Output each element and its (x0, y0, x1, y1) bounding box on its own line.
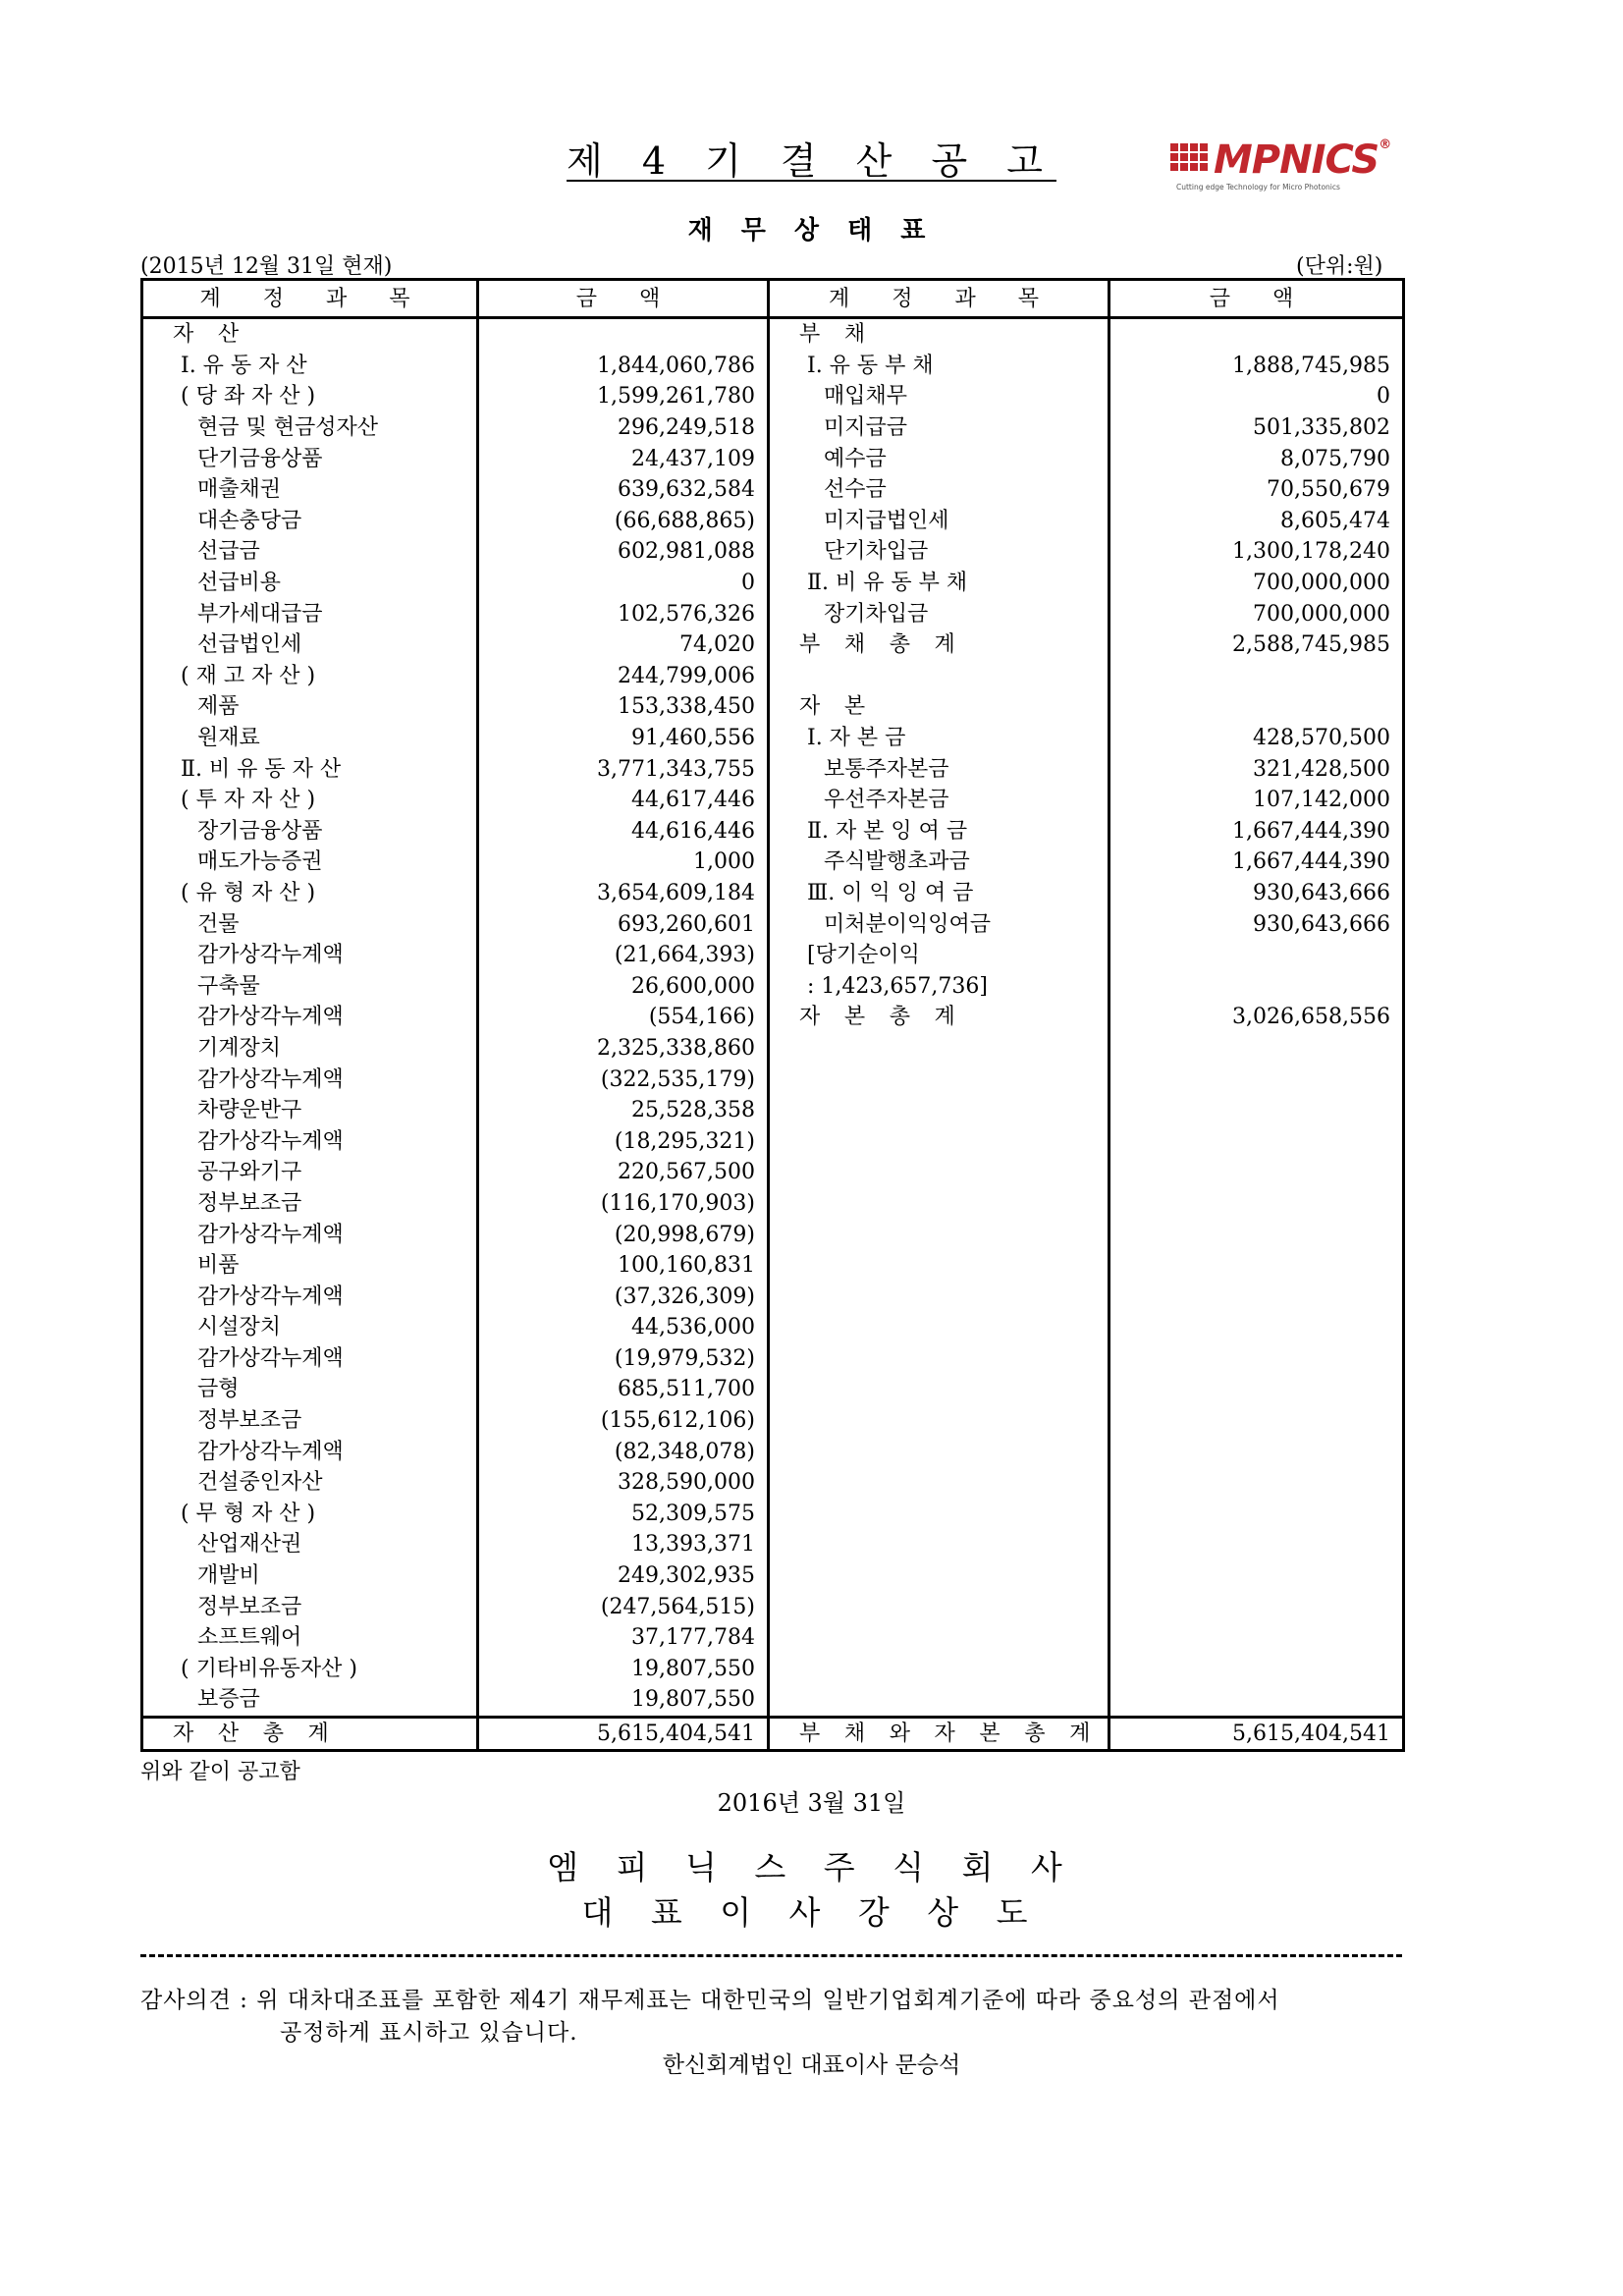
liability-equity-amount: 700,000,000 (1109, 598, 1404, 629)
liability-equity-account-label (769, 1281, 1109, 1312)
table-row (142, 1684, 1404, 1717)
table-row (142, 443, 1404, 474)
asset-amount: 0 (478, 568, 769, 599)
liability-equity-amount (1109, 970, 1404, 1002)
asset-account-label: 감가상각누계액 (142, 1343, 478, 1375)
asset-amount: 153,338,450 (478, 691, 769, 723)
asset-amount: 220,567,500 (478, 1157, 769, 1188)
table-row (142, 691, 1404, 723)
asset-amount: (554,166) (478, 1002, 769, 1033)
asset-amount: 74,020 (478, 629, 769, 661)
liability-equity-amount (1109, 1374, 1404, 1405)
liability-equity-amount: 2,588,745,985 (1109, 629, 1404, 661)
table-row (142, 1002, 1404, 1033)
assets-total-label: 자 산 총 계 (142, 1717, 478, 1750)
asset-amount: 693,260,601 (478, 908, 769, 940)
liability-equity-account-label: 우선주자본금 (769, 785, 1109, 816)
table-row (142, 940, 1404, 971)
table-row (142, 878, 1404, 909)
asset-amount: (18,295,321) (478, 1125, 769, 1157)
liability-equity-account-label (769, 1374, 1109, 1405)
table-row (142, 970, 1404, 1002)
totals-row (142, 1717, 1404, 1750)
table-row (142, 1157, 1404, 1188)
table-row (142, 723, 1404, 754)
column-header: 계 정 과 목 (769, 280, 1109, 318)
liability-equity-amount: 1,300,178,240 (1109, 536, 1404, 568)
table-row (142, 629, 1404, 661)
liability-equity-account-label: 자 본 (769, 691, 1109, 723)
liability-equity-amount (1109, 1560, 1404, 1592)
table-row (142, 412, 1404, 444)
currency-unit: (단위:원) (1296, 254, 1383, 279)
table-row (142, 1436, 1404, 1467)
audit-opinion-line2: 공정하게 표시하고 있습니다. (280, 2020, 578, 2046)
table-row (142, 1312, 1404, 1343)
divider (140, 1954, 1402, 1957)
asset-amount: (82,348,078) (478, 1436, 769, 1467)
liability-equity-account-label (769, 1125, 1109, 1157)
asset-amount: 44,617,446 (478, 785, 769, 816)
table-row (142, 474, 1404, 506)
liability-equity-account-label: 단기차입금 (769, 536, 1109, 568)
table-row (142, 1281, 1404, 1312)
liability-equity-amount (1109, 1064, 1404, 1095)
page-title: 제 4 기 결 산 공 고 (567, 139, 1056, 183)
liability-equity-account-label: 자 본 총 계 (769, 1002, 1109, 1033)
asset-amount: 1,599,261,780 (478, 381, 769, 412)
asset-account-label: ( 당 좌 자 산 ) (142, 381, 478, 412)
liability-equity-account-label: 매입채무 (769, 381, 1109, 412)
asset-account-label: 개발비 (142, 1560, 478, 1592)
table-row (142, 847, 1404, 878)
table-row (142, 753, 1404, 785)
liability-equity-account-label: 미지급법인세 (769, 506, 1109, 537)
asset-amount: (116,170,903) (478, 1188, 769, 1220)
liability-equity-account-label: 선수금 (769, 474, 1109, 506)
announcement-note: 위와 같이 공고함 (140, 1760, 300, 1784)
liability-equity-amount (1109, 1157, 1404, 1188)
liability-equity-account-label (769, 1529, 1109, 1560)
asset-account-label: 소프트웨어 (142, 1622, 478, 1654)
liability-equity-amount (1109, 940, 1404, 971)
asset-amount: (19,979,532) (478, 1343, 769, 1375)
table-row (142, 1591, 1404, 1622)
auditor-name: 한신회계법인 대표이사 문승석 (662, 2052, 961, 2078)
table-row (142, 1064, 1404, 1095)
asset-amount: 3,771,343,755 (478, 753, 769, 785)
asset-account-label: 금형 (142, 1374, 478, 1405)
liability-equity-account-label (769, 1560, 1109, 1592)
liability-equity-amount (1109, 1499, 1404, 1530)
asset-account-label: 공구와기구 (142, 1157, 478, 1188)
asset-account-label: 매도가능증권 (142, 847, 478, 878)
liability-equity-account-label (769, 1188, 1109, 1220)
asset-account-label: 보증금 (142, 1684, 478, 1717)
table-row (142, 1654, 1404, 1685)
liability-equity-amount: 70,550,679 (1109, 474, 1404, 506)
asset-amount: 249,302,935 (478, 1560, 769, 1592)
asset-amount: 3,654,609,184 (478, 878, 769, 909)
asset-amount: (155,612,106) (478, 1405, 769, 1437)
liability-equity-amount: 1,667,444,390 (1109, 816, 1404, 847)
liability-equity-amount (1109, 691, 1404, 723)
liability-equity-account-label: 부 채 총 계 (769, 629, 1109, 661)
liability-equity-account-label (769, 1684, 1109, 1717)
liability-equity-account-label: Ⅱ. 자 본 잉 여 금 (769, 816, 1109, 847)
liability-equity-amount (1109, 1095, 1404, 1126)
liability-equity-amount (1109, 1591, 1404, 1622)
company-name: 엠 피 닉 스 주 식 회 사 (547, 1848, 1076, 1886)
liability-equity-amount (1109, 1529, 1404, 1560)
liability-equity-amount: 321,428,500 (1109, 753, 1404, 785)
liability-equity-amount (1109, 1654, 1404, 1685)
liability-equity-amount: 3,026,658,556 (1109, 1002, 1404, 1033)
asset-account-label: 정부보조금 (142, 1591, 478, 1622)
table-row (142, 381, 1404, 412)
liability-equity-account-label: 장기차입금 (769, 598, 1109, 629)
asset-amount: 37,177,784 (478, 1622, 769, 1654)
table-row (142, 506, 1404, 537)
liability-equity-amount: 1,888,745,985 (1109, 351, 1404, 382)
liability-equity-amount: 0 (1109, 381, 1404, 412)
liability-equity-account-label (769, 1033, 1109, 1065)
asset-amount: 296,249,518 (478, 412, 769, 444)
asset-amount: (322,535,179) (478, 1064, 769, 1095)
balance-sheet-table (140, 278, 1405, 1752)
table-row (142, 1499, 1404, 1530)
liability-equity-account-label: Ⅰ. 유 동 부 채 (769, 351, 1109, 382)
asset-amount: 26,600,000 (478, 970, 769, 1002)
logo-tagline: Cutting edge Technology for Micro Photonics (1176, 183, 1340, 191)
liability-equity-amount: 930,643,666 (1109, 908, 1404, 940)
liability-equity-account-label (769, 1312, 1109, 1343)
asset-account-label: 구축물 (142, 970, 478, 1002)
asset-account-label: 단기금융상품 (142, 443, 478, 474)
liability-equity-amount (1109, 1281, 1404, 1312)
asset-amount: 91,460,556 (478, 723, 769, 754)
asset-account-label: 감가상각누계액 (142, 1125, 478, 1157)
asset-account-label: 건물 (142, 908, 478, 940)
liability-equity-account-label: Ⅱ. 비 유 동 부 채 (769, 568, 1109, 599)
asset-account-label: 장기금융상품 (142, 816, 478, 847)
asset-account-label: ( 무 형 자 산 ) (142, 1499, 478, 1530)
table-row (142, 1467, 1404, 1499)
asset-account-label: 정부보조금 (142, 1188, 478, 1220)
table-row (142, 785, 1404, 816)
liability-equity-account-label: : 1,423,657,736] (769, 970, 1109, 1002)
asset-account-label: ( 재 고 자 산 ) (142, 661, 478, 692)
asset-account-label: 감가상각누계액 (142, 1219, 478, 1250)
liabilities-equity-total-value: 5,615,404,541 (1109, 1717, 1404, 1750)
column-header: 금 액 (478, 280, 769, 318)
table-row (142, 1219, 1404, 1250)
asset-amount: 102,576,326 (478, 598, 769, 629)
asset-account-label: Ⅰ. 유 동 자 산 (142, 351, 478, 382)
asset-amount: (21,664,393) (478, 940, 769, 971)
table-row (142, 318, 1404, 351)
liability-equity-account-label (769, 1064, 1109, 1095)
table-row (142, 1622, 1404, 1654)
liability-equity-amount: 1,667,444,390 (1109, 847, 1404, 878)
liability-equity-account-label (769, 1591, 1109, 1622)
liability-equity-account-label: [당기순이익 (769, 940, 1109, 971)
liability-equity-amount (1109, 661, 1404, 692)
liability-equity-amount (1109, 1405, 1404, 1437)
asset-account-label: 선급비용 (142, 568, 478, 599)
table-row (142, 1529, 1404, 1560)
statement-title: 재 무 상 태 표 (687, 216, 936, 246)
asset-amount: 44,616,446 (478, 816, 769, 847)
table-row (142, 1343, 1404, 1375)
audit-opinion-line1: 감사의견 : 위 대차대조표를 포함한 제4기 재무제표는 대한민국의 일반기업회계기준에 따라 중요성의 관점에서 (140, 1988, 1280, 2013)
liability-equity-amount: 107,142,000 (1109, 785, 1404, 816)
liability-equity-account-label: 미지급금 (769, 412, 1109, 444)
liability-equity-account-label (769, 1654, 1109, 1685)
asset-account-label: 감가상각누계액 (142, 1002, 478, 1033)
asset-account-label: 자 산 (142, 318, 478, 351)
asset-amount: 24,437,109 (478, 443, 769, 474)
statement-date: (2015년 12월 31일 현재) (140, 254, 393, 279)
liability-equity-amount (1109, 1467, 1404, 1499)
ceo-name: 대 표 이 사 강 상 도 (581, 1893, 1042, 1932)
liability-equity-account-label: Ⅰ. 자 본 금 (769, 723, 1109, 754)
table-row (142, 1560, 1404, 1592)
table-row (142, 1095, 1404, 1126)
asset-amount: 52,309,575 (478, 1499, 769, 1530)
asset-account-label: 부가세대급금 (142, 598, 478, 629)
liability-equity-amount: 8,075,790 (1109, 443, 1404, 474)
asset-account-label: 감가상각누계액 (142, 1281, 478, 1312)
liability-equity-account-label (769, 1405, 1109, 1437)
asset-account-label: 선급금 (142, 536, 478, 568)
table-row (142, 1188, 1404, 1220)
liability-equity-account-label (769, 1622, 1109, 1654)
table-row (142, 1033, 1404, 1065)
liability-equity-account-label (769, 1343, 1109, 1375)
publication-date: 2016년 3월 31일 (717, 1789, 906, 1817)
asset-amount: 2,325,338,860 (478, 1033, 769, 1065)
table-row (142, 908, 1404, 940)
liability-equity-account-label (769, 661, 1109, 692)
liability-equity-amount: 501,335,802 (1109, 412, 1404, 444)
liability-equity-amount (1109, 318, 1404, 351)
asset-account-label: ( 투 자 자 산 ) (142, 785, 478, 816)
liability-equity-account-label: 보통주자본금 (769, 753, 1109, 785)
asset-account-label: 비품 (142, 1250, 478, 1282)
asset-amount: 13,393,371 (478, 1529, 769, 1560)
liability-equity-amount (1109, 1125, 1404, 1157)
asset-account-label: 기계장치 (142, 1033, 478, 1065)
column-header: 금 액 (1109, 280, 1404, 318)
asset-account-label: 대손충당금 (142, 506, 478, 537)
asset-account-label: 감가상각누계액 (142, 1064, 478, 1095)
asset-account-label: ( 유 형 자 산 ) (142, 878, 478, 909)
asset-account-label: 차량운반구 (142, 1095, 478, 1126)
company-logo (1170, 137, 1391, 196)
liability-equity-account-label (769, 1467, 1109, 1499)
liability-equity-amount (1109, 1436, 1404, 1467)
liability-equity-account-label (769, 1436, 1109, 1467)
assets-total-value: 5,615,404,541 (478, 1717, 769, 1750)
liability-equity-amount (1109, 1343, 1404, 1375)
asset-amount: 244,799,006 (478, 661, 769, 692)
liability-equity-account-label: Ⅲ. 이 익 잉 여 금 (769, 878, 1109, 909)
table-row (142, 1405, 1404, 1437)
asset-account-label: 제품 (142, 691, 478, 723)
liability-equity-amount: 700,000,000 (1109, 568, 1404, 599)
logo-brand: MPNICS® (1214, 137, 1391, 183)
asset-amount: 25,528,358 (478, 1095, 769, 1126)
liability-equity-amount (1109, 1250, 1404, 1282)
liability-equity-amount (1109, 1684, 1404, 1717)
liability-equity-account-label: 주식발행초과금 (769, 847, 1109, 878)
asset-amount: 19,807,550 (478, 1684, 769, 1717)
liability-equity-amount (1109, 1188, 1404, 1220)
table-row (142, 1250, 1404, 1282)
asset-account-label: 감가상각누계액 (142, 1436, 478, 1467)
asset-amount: 685,511,700 (478, 1374, 769, 1405)
column-header: 계 정 과 목 (142, 280, 478, 318)
liability-equity-account-label (769, 1499, 1109, 1530)
liabilities-equity-total-label: 부 채 와 자 본 총 계 (769, 1717, 1109, 1750)
liability-equity-account-label (769, 1157, 1109, 1188)
liability-equity-amount (1109, 1312, 1404, 1343)
asset-account-label: Ⅱ. 비 유 동 자 산 (142, 753, 478, 785)
asset-amount: (20,998,679) (478, 1219, 769, 1250)
liability-equity-amount: 930,643,666 (1109, 878, 1404, 909)
table-row (142, 351, 1404, 382)
liability-equity-account-label (769, 1219, 1109, 1250)
asset-account-label: 현금 및 현금성자산 (142, 412, 478, 444)
liability-equity-amount: 428,570,500 (1109, 723, 1404, 754)
asset-amount: 639,632,584 (478, 474, 769, 506)
table-row (142, 816, 1404, 847)
asset-amount: 1,000 (478, 847, 769, 878)
asset-amount: (37,326,309) (478, 1281, 769, 1312)
table-row (142, 536, 1404, 568)
liability-equity-account-label: 부 채 (769, 318, 1109, 351)
asset-amount: 602,981,088 (478, 536, 769, 568)
asset-account-label: 정부보조금 (142, 1405, 478, 1437)
table-row (142, 1374, 1404, 1405)
asset-account-label: 매출채권 (142, 474, 478, 506)
asset-account-label: 산업재산권 (142, 1529, 478, 1560)
table-row (142, 568, 1404, 599)
table-row (142, 598, 1404, 629)
asset-account-label: 감가상각누계액 (142, 940, 478, 971)
logo-grid-icon (1170, 143, 1210, 179)
asset-account-label: 원재료 (142, 723, 478, 754)
asset-account-label: 시설장치 (142, 1312, 478, 1343)
liability-equity-account-label (769, 1095, 1109, 1126)
asset-amount (478, 318, 769, 351)
asset-amount: 44,536,000 (478, 1312, 769, 1343)
asset-account-label: 건설중인자산 (142, 1467, 478, 1499)
liability-equity-account-label: 예수금 (769, 443, 1109, 474)
asset-account-label: 선급법인세 (142, 629, 478, 661)
liability-equity-amount: 8,605,474 (1109, 506, 1404, 537)
asset-amount: (247,564,515) (478, 1591, 769, 1622)
asset-amount: 328,590,000 (478, 1467, 769, 1499)
liability-equity-amount (1109, 1219, 1404, 1250)
asset-amount: (66,688,865) (478, 506, 769, 537)
table-row (142, 1125, 1404, 1157)
liability-equity-account-label (769, 1250, 1109, 1282)
asset-amount: 19,807,550 (478, 1654, 769, 1685)
asset-account-label: ( 기타비유동자산 ) (142, 1654, 478, 1685)
liability-equity-amount (1109, 1622, 1404, 1654)
liability-equity-amount (1109, 1033, 1404, 1065)
table-header-row (142, 280, 1404, 318)
asset-amount: 1,844,060,786 (478, 351, 769, 382)
asset-amount: 100,160,831 (478, 1250, 769, 1282)
table-row (142, 661, 1404, 692)
liability-equity-account-label: 미처분이익잉여금 (769, 908, 1109, 940)
